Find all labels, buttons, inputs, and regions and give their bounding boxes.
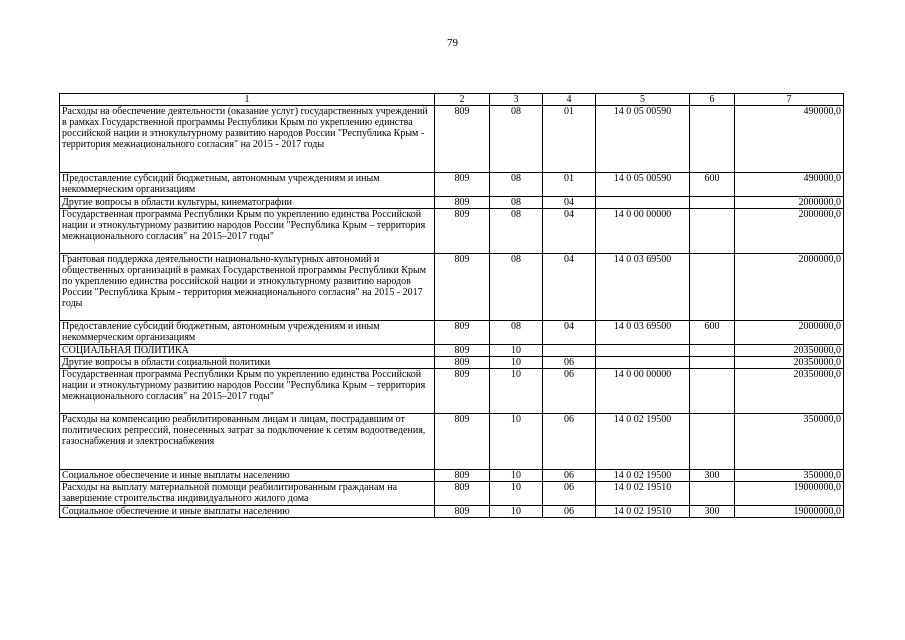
item-name: Предоставление субсидий бюджетным, автономным учреждениям и иным некоммерческим организациям xyxy=(60,321,435,345)
target-article-code: 14 0 00 00000 xyxy=(596,369,690,414)
section-code: 10 xyxy=(490,506,543,518)
ministry-code: 809 xyxy=(435,369,490,414)
item-name: Расходы на выплату материальной помощи реабилитированным гражданам на завершение строительства индивидуального жилого дома xyxy=(60,482,435,506)
table-row xyxy=(60,482,844,506)
table-row xyxy=(60,345,844,357)
item-name: Государственная программа Республики Крым по укреплению единства Российской нации и этнокультурному развитию народов России "Республика Крым – территория межнационального согласия" на 2015–2017 годы" xyxy=(60,369,435,414)
amount: 20350000,0 xyxy=(735,369,844,414)
amount: 350000,0 xyxy=(735,414,844,470)
item-name: Другие вопросы в области социальной политики xyxy=(60,357,435,369)
ministry-code: 809 xyxy=(435,345,490,357)
target-article-code xyxy=(596,345,690,357)
target-article-code: 14 0 02 19500 xyxy=(596,470,690,482)
table-row xyxy=(60,197,844,209)
item-name: Социальное обеспечение и иные выплаты населению xyxy=(60,506,435,518)
target-article-code: 14 0 00 00000 xyxy=(596,209,690,254)
section-code: 10 xyxy=(490,470,543,482)
amount: 490000,0 xyxy=(735,106,844,173)
amount: 350000,0 xyxy=(735,470,844,482)
table-row xyxy=(60,106,844,173)
table-row xyxy=(60,173,844,197)
table-row xyxy=(60,414,844,470)
ministry-code: 809 xyxy=(435,254,490,321)
section-code: 10 xyxy=(490,414,543,470)
subsection-code xyxy=(543,345,596,357)
target-article-code: 14 0 05 00590 xyxy=(596,173,690,197)
amount: 2000000,0 xyxy=(735,254,844,321)
ministry-code: 809 xyxy=(435,209,490,254)
amount: 19000000,0 xyxy=(735,482,844,506)
subsection-code: 06 xyxy=(543,506,596,518)
table-row xyxy=(60,470,844,482)
subsection-code: 04 xyxy=(543,321,596,345)
item-name: Государственная программа Республики Крым по укреплению единства Российской нации и этнокультурному развитию народов России "Республика Крым – территория межнационального согласия" на 2015–2017 годы" xyxy=(60,209,435,254)
section-code: 10 xyxy=(490,345,543,357)
subsection-code: 06 xyxy=(543,369,596,414)
table-row xyxy=(60,209,844,254)
ministry-code: 809 xyxy=(435,321,490,345)
item-name: Другие вопросы в области культуры, кинематографии xyxy=(60,197,435,209)
column-header-1: 1 xyxy=(60,94,435,106)
page-number: 79 xyxy=(447,37,458,49)
target-article-code: 14 0 03 69500 xyxy=(596,321,690,345)
column-header-2: 2 xyxy=(435,94,490,106)
target-article-code: 14 0 02 19500 xyxy=(596,414,690,470)
section-code: 10 xyxy=(490,369,543,414)
section-code: 08 xyxy=(490,254,543,321)
item-name: Расходы на обеспечение деятельности (оказание услуг) государственных учреждений в рамках Государственной программы Республики Крым по укреплению единства российской нации и этнокультурному развитию народов России "Республика Крым - территория межнационального согласия" на 2015 - 2017 годы xyxy=(60,106,435,173)
column-header-5: 5 xyxy=(596,94,690,106)
column-header-6: 6 xyxy=(690,94,735,106)
ministry-code: 809 xyxy=(435,470,490,482)
amount: 20350000,0 xyxy=(735,357,844,369)
expense-type-code xyxy=(690,345,735,357)
item-name: Социальное обеспечение и иные выплаты населению xyxy=(60,470,435,482)
subsection-code: 06 xyxy=(543,357,596,369)
table-row xyxy=(60,369,844,414)
section-code: 08 xyxy=(490,321,543,345)
table-row xyxy=(60,254,844,321)
item-name: Расходы на компенсацию реабилитированным лицам и лицам, пострадавшим от политических репрессий, понесенных затрат за подключение к сетям водоотведения, газоснабжения и электроснабжения xyxy=(60,414,435,470)
amount: 490000,0 xyxy=(735,173,844,197)
ministry-code: 809 xyxy=(435,357,490,369)
expense-type-code xyxy=(690,414,735,470)
target-article-code: 14 0 05 00590 xyxy=(596,106,690,173)
subsection-code: 06 xyxy=(543,414,596,470)
expense-type-code xyxy=(690,369,735,414)
table-row xyxy=(60,321,844,345)
expense-type-code: 300 xyxy=(690,506,735,518)
section-code: 08 xyxy=(490,209,543,254)
section-code: 08 xyxy=(490,106,543,173)
ministry-code: 809 xyxy=(435,414,490,470)
table-row xyxy=(60,506,844,518)
column-header-7: 7 xyxy=(735,94,844,106)
amount: 2000000,0 xyxy=(735,321,844,345)
target-article-code: 14 0 02 19510 xyxy=(596,506,690,518)
amount: 19000000,0 xyxy=(735,506,844,518)
subsection-code: 04 xyxy=(543,197,596,209)
expense-type-code xyxy=(690,106,735,173)
expense-type-code: 600 xyxy=(690,321,735,345)
subsection-code: 06 xyxy=(543,482,596,506)
budget-table xyxy=(59,93,844,518)
expense-type-code: 600 xyxy=(690,173,735,197)
section-code: 10 xyxy=(490,357,543,369)
ministry-code: 809 xyxy=(435,482,490,506)
expense-type-code xyxy=(690,209,735,254)
amount: 2000000,0 xyxy=(735,209,844,254)
ministry-code: 809 xyxy=(435,506,490,518)
expense-type-code xyxy=(690,482,735,506)
subsection-code: 06 xyxy=(543,470,596,482)
target-article-code xyxy=(596,197,690,209)
expense-type-code xyxy=(690,357,735,369)
column-header-4: 4 xyxy=(543,94,596,106)
ministry-code: 809 xyxy=(435,197,490,209)
table-row xyxy=(60,357,844,369)
section-code: 10 xyxy=(490,482,543,506)
ministry-code: 809 xyxy=(435,106,490,173)
amount: 2000000,0 xyxy=(735,197,844,209)
target-article-code xyxy=(596,357,690,369)
column-header-3: 3 xyxy=(490,94,543,106)
amount: 20350000,0 xyxy=(735,345,844,357)
expense-type-code: 300 xyxy=(690,470,735,482)
subsection-code: 01 xyxy=(543,106,596,173)
item-name: Предоставление субсидий бюджетным, автономным учреждениям и иным некоммерческим организациям xyxy=(60,173,435,197)
ministry-code: 809 xyxy=(435,173,490,197)
header-row xyxy=(60,94,844,106)
target-article-code: 14 0 03 69500 xyxy=(596,254,690,321)
item-name: СОЦИАЛЬНАЯ ПОЛИТИКА xyxy=(60,345,435,357)
subsection-code: 04 xyxy=(543,209,596,254)
subsection-code: 04 xyxy=(543,254,596,321)
section-code: 08 xyxy=(490,173,543,197)
target-article-code: 14 0 02 19510 xyxy=(596,482,690,506)
item-name: Грантовая поддержка деятельности национально-культурных автономий и общественных организаций в рамках Государственной программы Республики Крым по укреплению единства российской нации и этнокультурному развитию народов России "Республика Крым - территория межнационального согласия" на 2015 - 2017 годы xyxy=(60,254,435,321)
section-code: 08 xyxy=(490,197,543,209)
expense-type-code xyxy=(690,254,735,321)
subsection-code: 01 xyxy=(543,173,596,197)
expense-type-code xyxy=(690,197,735,209)
